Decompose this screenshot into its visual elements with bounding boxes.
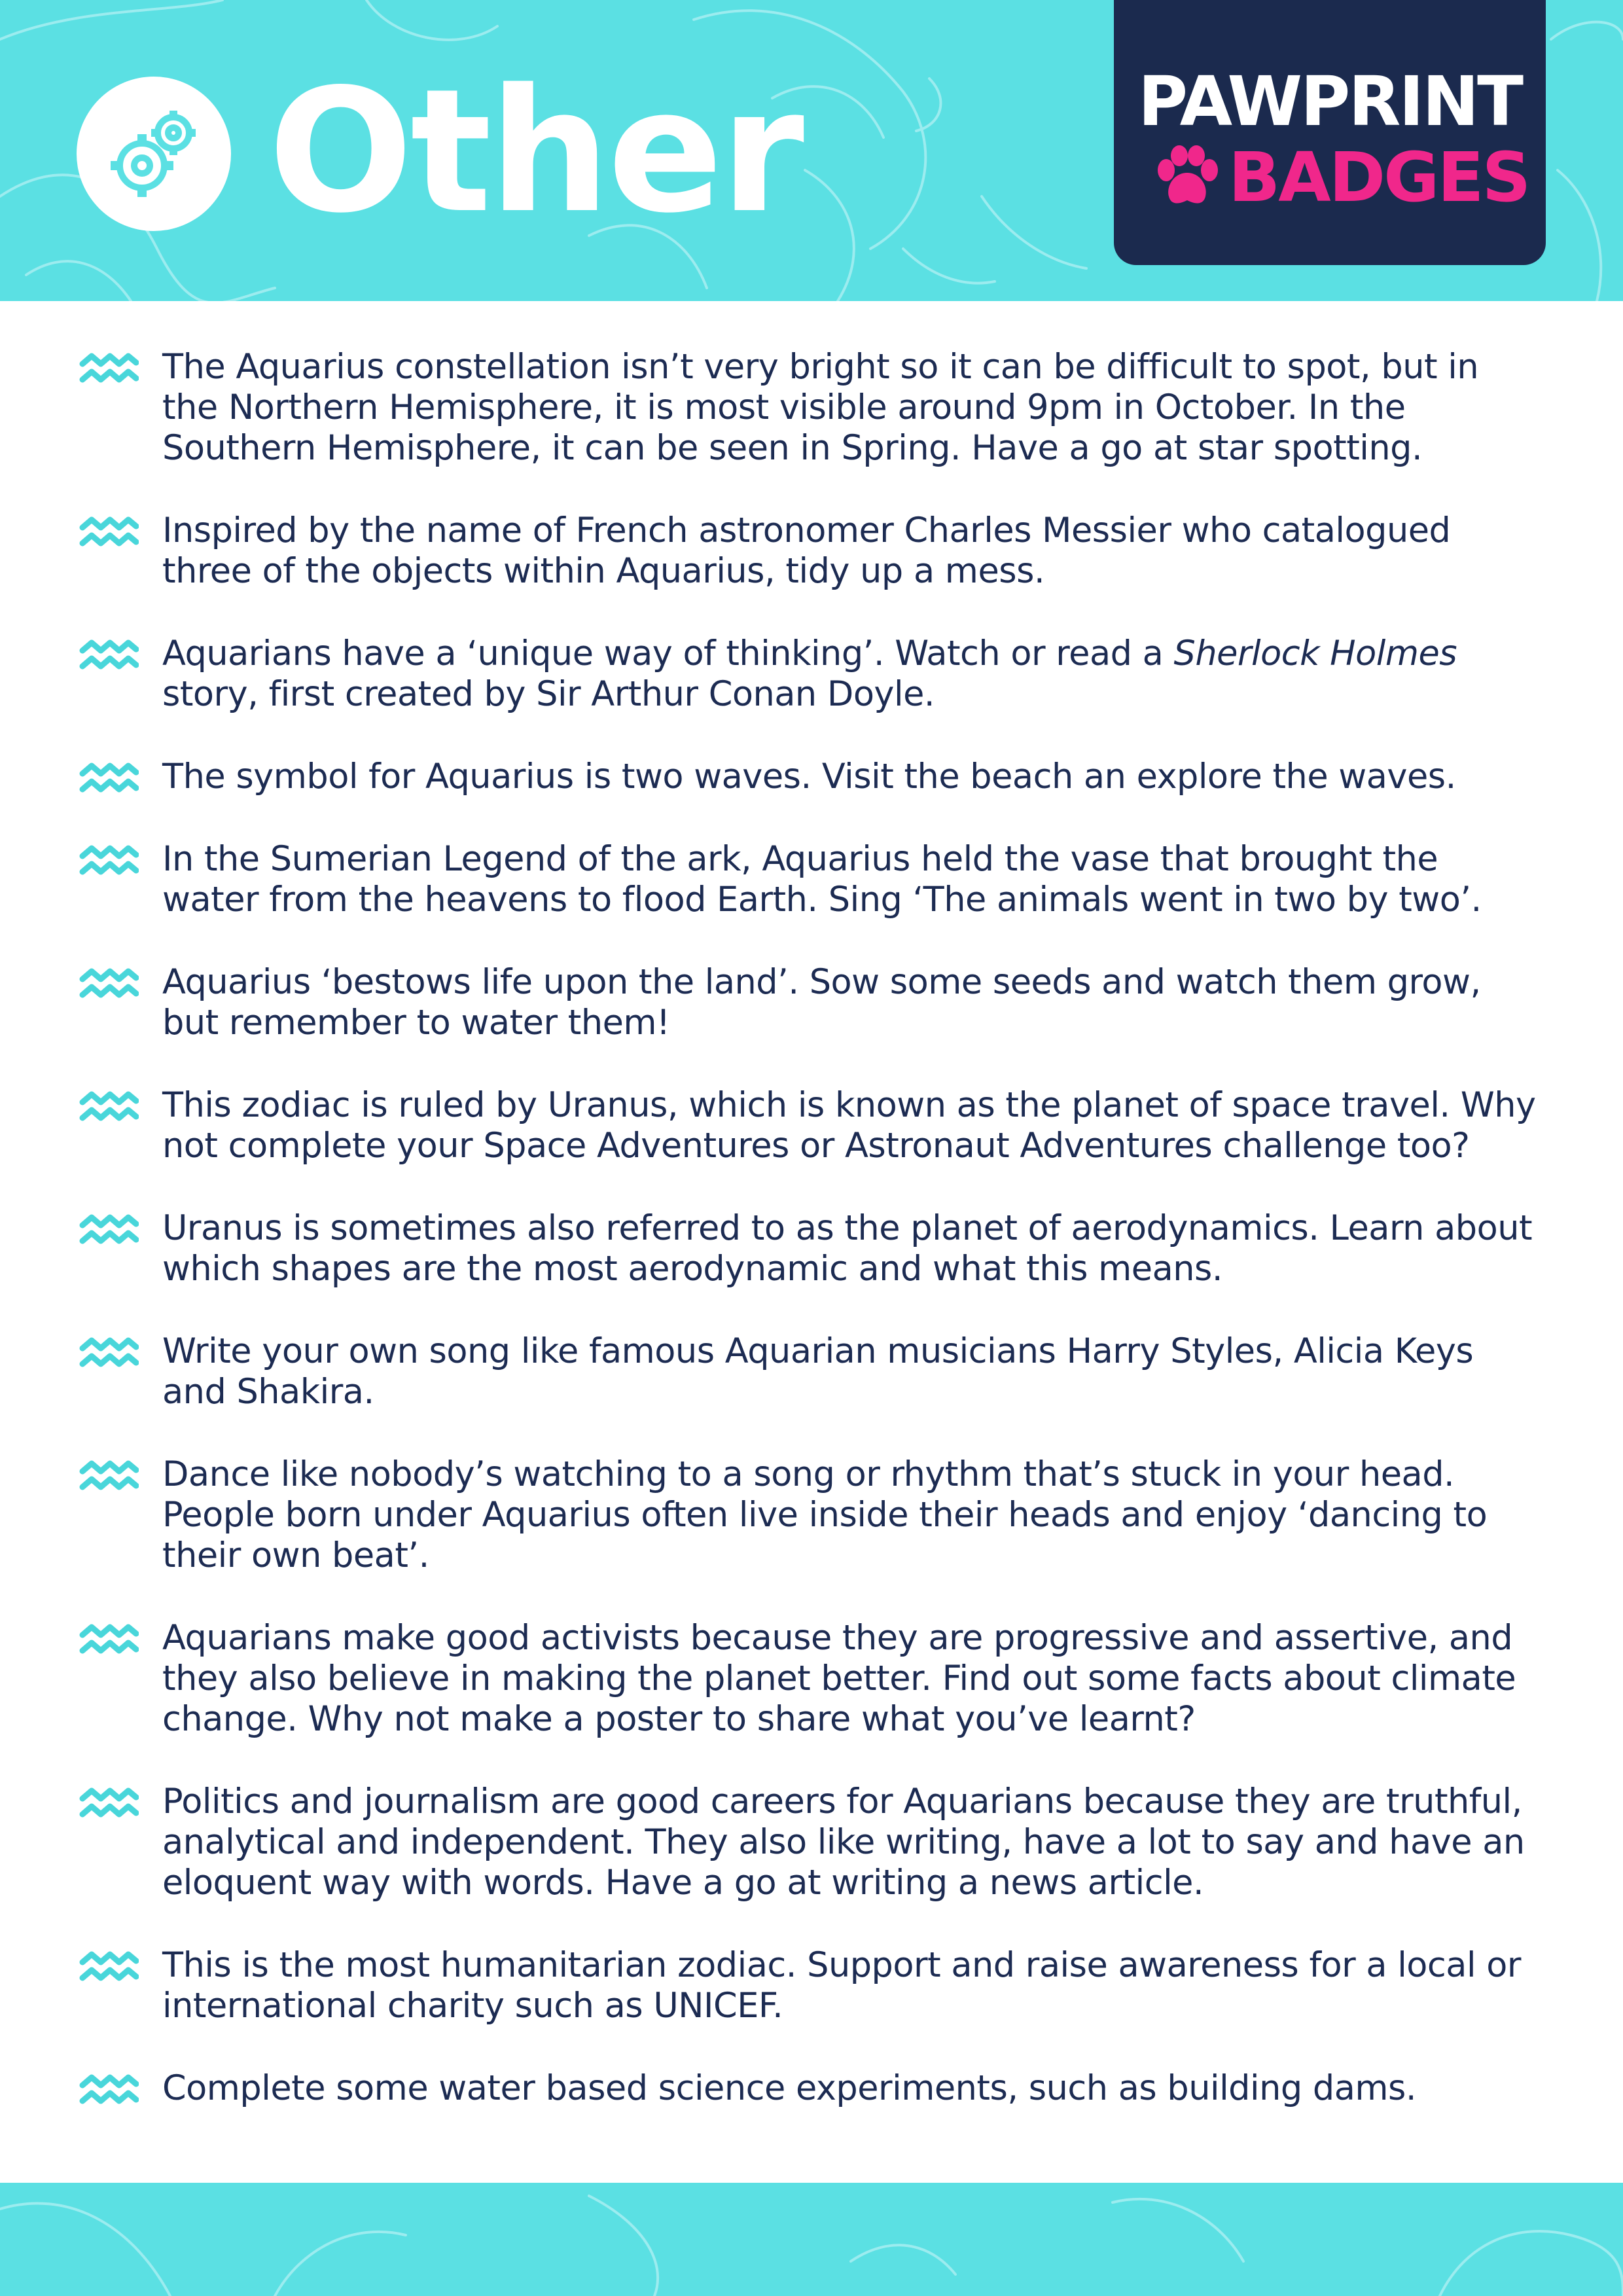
activity-text: In the Sumerian Legend of the ark, Aquarius held the vase that brought the water from the heavens to flood Earth. Sing ‘The animals went in two by two’. [162, 839, 1482, 920]
activity-text: Inspired by the name of French astronomer Charles Messier who catalogued three of the objects within Aquarius, tidy up a mess. [162, 511, 1451, 591]
aquarius-waves-icon [79, 762, 139, 797]
activity-text: Politics and journalism are good careers for Aquarians because they are truthful, analytical and independent. They also like writing, have a lot to say and have an eloquent way with words. Have a go at writing a news article. [162, 1782, 1525, 1903]
activity-text-part: Aquarians have a ‘unique way of thinking’. Watch or read a [162, 634, 1174, 673]
aquarius-waves-icon [79, 1950, 139, 1986]
activity-text: Aquarius ‘bestows life upon the land’. Sow some seeds and watch them grow, but remember to water them! [162, 962, 1481, 1043]
list-item [0, 634, 1623, 715]
activity-text: Uranus is sometimes also referred to as the planet of aerodynamics. Learn about which shapes are the most aerodynamic and what this means. [162, 1208, 1533, 1289]
list-item [0, 1208, 1623, 1289]
activity-list [0, 347, 1623, 2151]
activity-text: This zodiac is ruled by Uranus, which is known as the planet of space travel. Why not complete your Space Adventures or Astronaut Adventures challenge too? [162, 1085, 1536, 1166]
aquarius-waves-icon [79, 352, 139, 387]
list-item [0, 1782, 1623, 1903]
list-item [0, 757, 1623, 797]
activity-text: This is the most humanitarian zodiac. Support and raise awareness for a local or international charity such as UNICEF. [162, 1945, 1521, 2026]
activity-text [162, 634, 1543, 715]
list-item [0, 1945, 1623, 2026]
footer-banner [0, 2183, 1623, 2296]
activity-text: Write your own song like famous Aquarian musicians Harry Styles, Alicia Keys and Shakira. [162, 1331, 1474, 1412]
aquarius-waves-icon [79, 967, 139, 1003]
gears-icon [77, 77, 231, 231]
list-item [0, 347, 1623, 469]
paw-icon [1154, 145, 1220, 208]
list-item [0, 1618, 1623, 1740]
activity-text: Complete some water based science experiments, such as building dams. [162, 2068, 1417, 2108]
list-item [0, 839, 1623, 920]
list-item [0, 962, 1623, 1043]
aquarius-waves-icon [79, 1090, 139, 1126]
logo-text-pawprint: PAWPRINT [1137, 62, 1522, 141]
logo-text-badges: BADGES [1228, 137, 1529, 217]
page-title: Other [268, 53, 802, 251]
list-item [0, 1454, 1623, 1576]
list-item [0, 2068, 1623, 2109]
activity-text: Aquarians make good activists because they are progressive and assertive, and they also believe in making the planet better. Find out some facts about climate change. Why not make a poster to share what you’ve learnt? [162, 1618, 1516, 1739]
list-item [0, 1085, 1623, 1166]
list-item [0, 1331, 1623, 1412]
aquarius-waves-icon [79, 639, 139, 674]
list-item [0, 511, 1623, 592]
aquarius-waves-icon [79, 1623, 139, 1659]
activity-text: Dance like nobody’s watching to a song or rhythm that’s stuck in your head. People born under Aquarius often live inside their heads and enjoy ‘dancing to their own beat’. [162, 1454, 1488, 1575]
decorative-line-art [0, 2183, 1623, 2296]
pawprint-badges-logo [1114, 0, 1546, 265]
activity-text-part: story, first created by Sir Arthur Conan Doyle. [162, 674, 935, 714]
aquarius-waves-icon [79, 1787, 139, 1822]
aquarius-waves-icon [79, 1460, 139, 1495]
book-title: Sherlock Holmes [1173, 634, 1457, 673]
aquarius-waves-icon [79, 844, 139, 880]
activity-text: The symbol for Aquarius is two waves. Visit the beach an explore the waves. [162, 757, 1456, 797]
activity-text: The Aquarius constellation isn’t very bright so it can be difficult to spot, but in the Northern Hemisphere, it is most visible around 9pm in October. In the Southern Hemisphere, it can be seen in Spring. Have a go at star spotting. [162, 347, 1479, 468]
aquarius-waves-icon [79, 2073, 139, 2109]
aquarius-waves-icon [79, 1336, 139, 1372]
aquarius-waves-icon [79, 1213, 139, 1249]
aquarius-waves-icon [79, 516, 139, 551]
